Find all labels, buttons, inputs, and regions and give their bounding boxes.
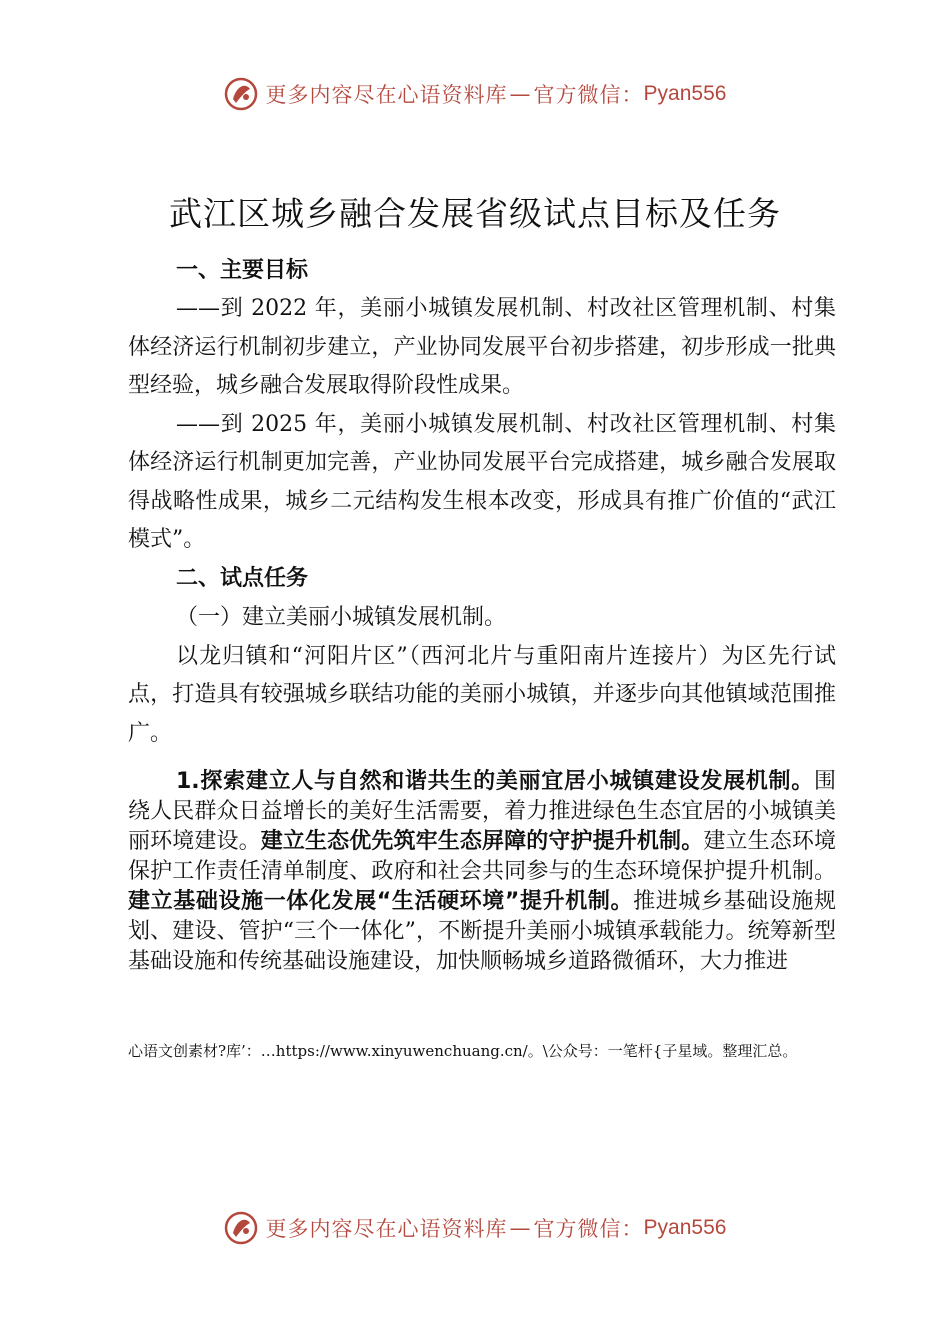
item-text-2: 建立生态环境保护工作责任清单制度、政府和社会共同参与的生态环境保护提升机制。 [128, 829, 836, 884]
goal-paragraph-2025: ——到 2025 年，美丽小城镇发展机制、村改社区管理机制、村集体经济运行机制更加完善，产业协同发展平台完成搭建，城乡融合发展取得战略性成果，城乡二元结构发生根本改变，形成具有推广价值的“武江模式”。 [128, 411, 836, 552]
banner-text: 更多内容尽在心语资料库 [265, 83, 508, 107]
banner-text: 更多内容尽在心语资料库 [265, 1217, 508, 1241]
goal-paragraph-2022: ——到 2022 年，美丽小城镇发展机制、村改社区管理机制、村集体经济运行机制初步建立，产业协同发展平台初步搭建，初步形成一批典型经验，城乡融合发展取得阶段性成果。 [128, 296, 836, 398]
section-heading-goals: 一、主要目标 [176, 258, 309, 283]
header-watermark-banner [0, 74, 950, 114]
item-bold-1: 1.探索建立人与自然和谐共生的美丽宜居小城镇建设发展机制。 [176, 769, 814, 794]
brand-logo-icon [224, 1211, 258, 1245]
banner-separator: — [509, 82, 532, 106]
task-paragraph-1: 以龙归镇和“河阳片区”（西河北片与重阳南片连接片）为区先行试点，打造具有较强城乡联结功能的美丽小城镇，并逐步向其他镇域范围推广。 [128, 643, 836, 746]
item-text-1: 围绕人民群众日益增长的美好生活需要，着力推进绿色生态宜居的小城镇美丽环境建设。 [128, 769, 836, 854]
task-item-1 [128, 767, 836, 977]
banner-handle: Pyan556 [643, 82, 727, 105]
section-heading-tasks: 二、试点任务 [176, 565, 309, 591]
footer-watermark-banner [0, 1208, 950, 1248]
document-title: 武江区城乡融合发展省级试点目标及任务 [169, 194, 781, 234]
document-body [128, 252, 836, 977]
brand-logo-icon [224, 77, 258, 111]
item-bold-2: 建立生态优先筑牢生态屏障的守护提升机制。 [260, 829, 704, 854]
task-subheading-1: （一）建立美丽小城镇发展机制。 [176, 604, 507, 630]
banner-label: 官方微信： [533, 83, 644, 107]
banner-label: 官方微信： [533, 1217, 644, 1241]
source-footer-line: 心语文创素材?库’：…https://www.xinyuwenchuang.cn/。\公众号：一笔杆{子星域。整理汇总。 [128, 1042, 798, 1060]
banner-separator: — [509, 1216, 532, 1240]
item-bold-3: 建立基础设施一体化发展“生活硬环境”提升机制。 [128, 889, 634, 914]
item-text-3: 推进城乡基础设施规划、建设、管护“三个一体化”，不断提升美丽小城镇承载能力。统筹新型基础设施和传统基础设施建设，加快顺畅城乡道路微循环，大力推进 [128, 889, 836, 974]
banner-handle: Pyan556 [643, 1216, 727, 1239]
